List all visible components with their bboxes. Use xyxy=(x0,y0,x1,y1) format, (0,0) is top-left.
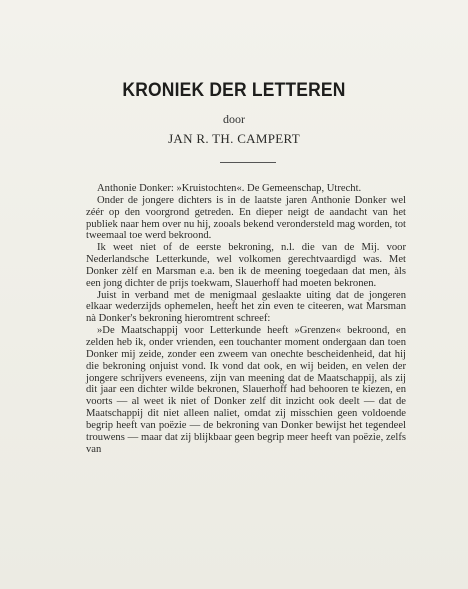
article-body xyxy=(86,183,406,455)
author-name: JAN R. TH. CAMPERT xyxy=(168,131,300,146)
paragraph-4-quote: »De Maatschappij voor Letterkunde heeft »Grenzen« bekroond, en zelden heb ik, onder vrienden, een touchanter moment ondergaan dan toen Donker mij zeide, zonder een zweem van onechte bescheidenheid, dat hij die bekroning onjuist vond. Ik vond dat ook, en wij beiden, en velen der jongere schrijvers eveneens, zijn van meening dat de Maatschappij, als zij dit jaar een dichter wilde bekronen, Slauerhoff had behooren te kiezen, en voorts — al weet ik niet of Donker zelf dit inzicht ook deelt — dat de Maatschappij dit niet alleen naliet, omdat zij misschien geen voldoende begrip heeft van poëzie — de bekroning van Donker bewijst het tegendeel trouwens — maar dat zij blijkbaar geen begrip meer heeft van poëzie, zelfs van xyxy=(86,325,406,455)
byline-door: door xyxy=(223,112,245,126)
paragraph-review-subject: Anthonie Donker: »Kruistochten«. De Gemeenschap, Utrecht. xyxy=(97,183,362,194)
section-divider xyxy=(220,162,276,163)
paragraph-1: Onder de jongere dichters is in de laatste jaren Anthonie Donker wel zéér op den voorgrond getreden. En dieper neigt de aandacht van het publiek naar hem over nu hij, zooals bekend verondersteld mag worden, tot tweemaal toe werd bekroond. xyxy=(86,194,406,242)
paragraph-2: Ik weet niet of de eerste bekroning, n.l. die van de Mij. voor Nederlandsche Letterkunde, wel volkomen gerechtvaardigd was. Met Donker zèlf en Marsman e.a. ben ik de meening toegedaan dat men, àls een jong dichter de prijs toekwam, Slauerhoff had moeten bekronen. xyxy=(86,242,406,289)
article-title: KRONIEK DER LETTEREN xyxy=(122,80,346,101)
paragraph-3: Juist in verband met de menigmaal geslaakte uiting dat de jongeren elkaar wederzijds ophemelen, heeft het zin even te citeeren, wat Marsman nà Donker's bekroning hieromtrent schreef: xyxy=(86,289,406,325)
